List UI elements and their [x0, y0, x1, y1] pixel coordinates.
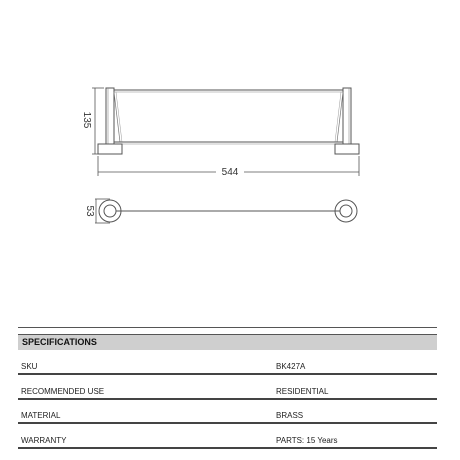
spec-label: SKU [21, 362, 38, 371]
height-dim-label: 135 [81, 111, 92, 129]
specifications-header [18, 334, 437, 350]
spec-value: BRASS [276, 411, 304, 420]
spec-value: PARTS: 15 Years [276, 436, 338, 445]
front-elevation [98, 88, 359, 154]
specifications-title: SPECIFICATIONS [22, 337, 97, 347]
spec-row-recommended-use [18, 385, 437, 400]
spec-row-warranty [18, 434, 437, 449]
spec-label: MATERIAL [21, 411, 61, 420]
spec-label: WARRANTY [21, 436, 67, 445]
top-rule [18, 327, 437, 328]
spec-row-sku [18, 360, 437, 375]
diameter-dim-label: 53 [84, 205, 95, 217]
spec-value: BK427A [276, 362, 306, 371]
spec-label: RECOMMENDED USE [21, 387, 105, 396]
spec-value: RESIDENTIAL [276, 387, 329, 396]
length-dim-label: 544 [221, 167, 239, 178]
spec-row-material [18, 409, 437, 424]
plan-view [99, 200, 357, 222]
